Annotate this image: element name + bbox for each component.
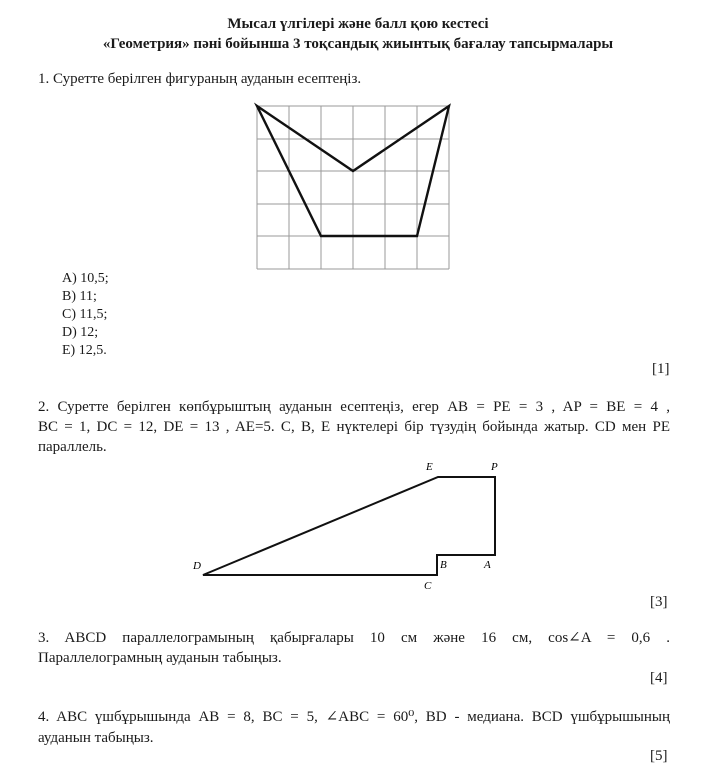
q4-text-line-1: 4. ABC үшбұрышында AB = 8, BC = 5, ∠ABC = 60⁰, BD - медиана. BCD үшбұрышының — [38, 709, 670, 725]
label-c: C — [424, 580, 432, 592]
q4-text-line-2: ауданын табыңыз. — [38, 730, 154, 746]
q1-option-e: E) 12,5. — [62, 343, 107, 358]
q2-polygon — [203, 477, 495, 575]
q1-option-c: C) 11,5; — [62, 307, 108, 322]
q1-grid-figure — [250, 99, 460, 274]
grid-lines — [257, 106, 449, 269]
document-title-line-1: Мысал үлгілері және балл қою кестесі — [227, 16, 489, 32]
label-p: P — [491, 461, 498, 473]
q2-text-line-1: 2. Суретте берілген көпбұрыштың ауданын есептеңіз, егер AB = PE = 3 , AP = BE = 4 , — [38, 399, 670, 415]
q1-score: [1] — [652, 361, 670, 377]
q1-option-b: B) 11; — [62, 289, 97, 304]
q2-polygon-figure — [188, 455, 518, 595]
q1-option-d: D) 12; — [62, 325, 99, 340]
q3-text-line-2: Параллелограмның ауданын табыңыз. — [38, 650, 282, 666]
q2-score: [3] — [650, 594, 668, 610]
label-e: E — [426, 461, 433, 473]
q2-text-line-3: параллель. — [38, 439, 107, 455]
q3-score: [4] — [650, 670, 668, 686]
label-a: A — [484, 559, 491, 571]
q1-option-a: A) 10,5; — [62, 271, 109, 286]
document-title-line-2: «Геометрия» пәні бойынша 3 тоқсандық жиынтық бағалау тапсырмалары — [102, 36, 614, 52]
label-b: B — [440, 559, 447, 571]
q1-text: 1. Суретте берілген фигураның ауданын есептеңіз. — [38, 71, 362, 87]
q3-text-line-1: 3. ABCD параллелограмының қабырғалары 10 см және 16 см, cos∠A = 0,6 . — [38, 630, 670, 646]
q2-text-line-2: BC = 1, DC = 12, DE = 13 , AE=5. C, B, E нүктелері бір түзудің бойында жатыр. CD мен PE — [38, 419, 670, 435]
label-d: D — [193, 560, 201, 572]
q4-score: [5] — [650, 748, 668, 764]
